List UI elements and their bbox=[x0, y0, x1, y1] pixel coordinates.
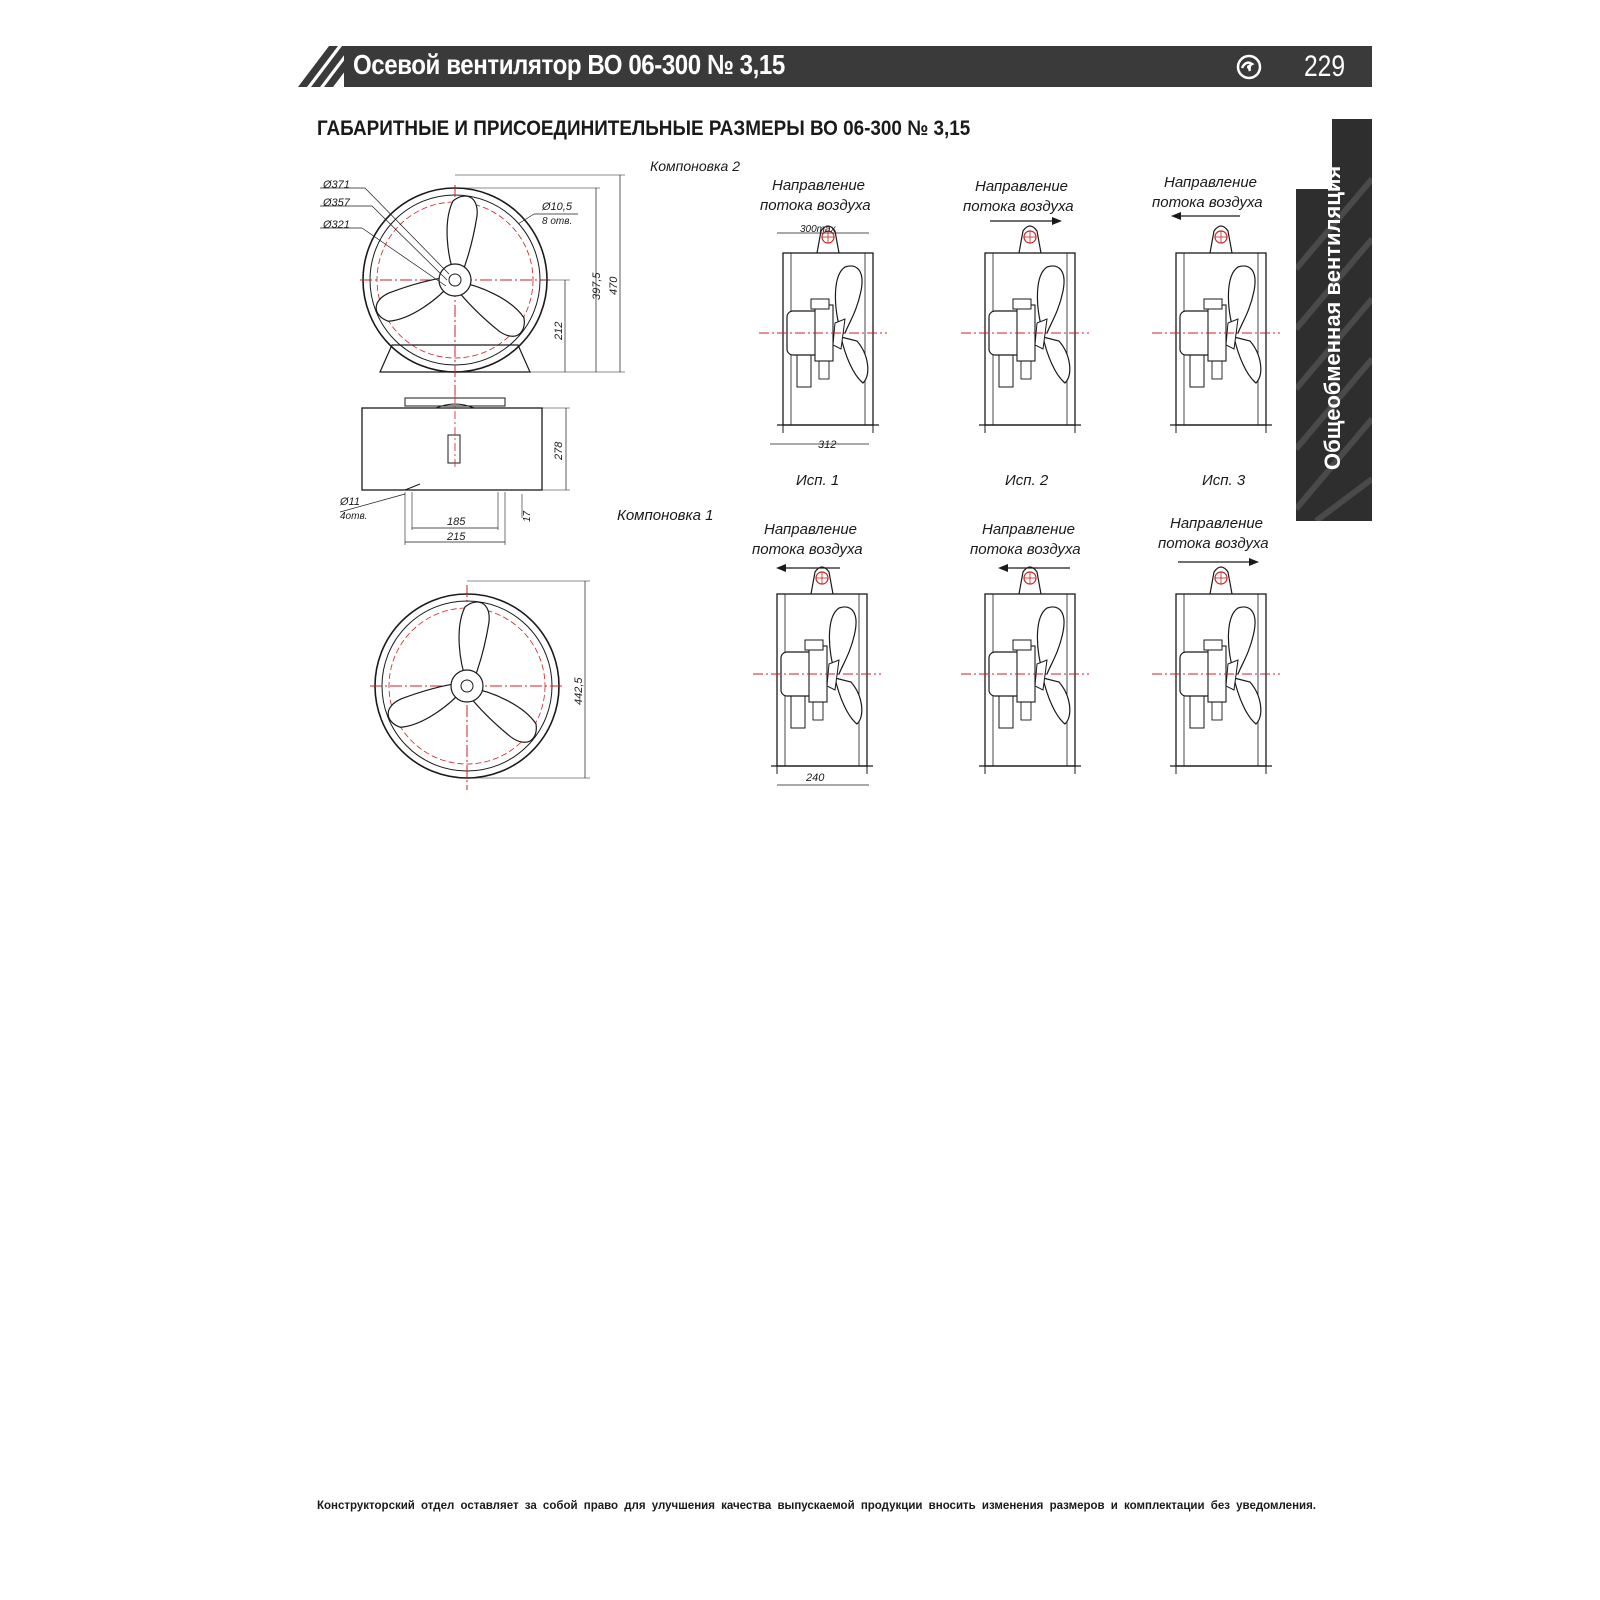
side-view-variant1-row1 bbox=[759, 226, 887, 444]
airflow-label-5a: Направление bbox=[982, 521, 1076, 538]
variant-label-2: Исп. 2 bbox=[1005, 472, 1049, 489]
dim-h17: 17 bbox=[522, 510, 533, 522]
dim-holes4: 4отв. bbox=[340, 511, 368, 522]
side-view-variant3-row1 bbox=[1152, 226, 1280, 433]
dim-d105: Ø10,5 bbox=[542, 201, 572, 213]
airflow-label-1b: потока воздуха bbox=[760, 197, 871, 214]
variant-label-1: Исп. 1 bbox=[796, 472, 840, 489]
page-number: 229 bbox=[1304, 50, 1346, 83]
dim-d371: Ø371 bbox=[323, 179, 350, 191]
airflow-label-4b: потока воздуха bbox=[752, 541, 863, 558]
front-view-layout2 bbox=[320, 175, 625, 395]
dim-d357: Ø357 bbox=[323, 197, 350, 209]
airflow-label-4a: Направление bbox=[764, 521, 858, 538]
dim-w240: 240 bbox=[806, 772, 825, 784]
dim-h4425: 442,5 bbox=[573, 677, 585, 705]
side-view-variant1-row2 bbox=[753, 567, 881, 785]
dim-w215: 215 bbox=[447, 531, 466, 543]
dim-w185: 185 bbox=[447, 516, 466, 528]
layout2-label: Компоновка 2 bbox=[650, 158, 740, 174]
dim-h212: 212 bbox=[553, 321, 565, 340]
layout1-label: Компоновка 1 bbox=[617, 507, 714, 524]
dim-holes8: 8 отв. bbox=[542, 216, 573, 227]
dim-h3975: 397,5 bbox=[591, 272, 603, 300]
airflow-label-2a: Направление bbox=[975, 178, 1069, 195]
dim-w312: 312 bbox=[818, 439, 837, 451]
dim-d321: Ø321 bbox=[323, 219, 350, 231]
airflow-label-5b: потока воздуха bbox=[970, 541, 1081, 558]
front-view-layout1 bbox=[370, 581, 590, 790]
side-tab-label: Общеобменная вентиляция bbox=[1320, 165, 1345, 470]
section-heading: ГАБАРИТНЫЕ И ПРИСОЕДИНИТЕЛЬНЫЕ РАЗМЕРЫ ВО 06-300 № 3,15 bbox=[317, 117, 971, 140]
dim-h470: 470 bbox=[608, 276, 620, 295]
variant-label-3: Исп. 3 bbox=[1202, 472, 1246, 489]
airflow-label-3b: потока воздуха bbox=[1152, 194, 1263, 211]
airflow-label-6b: потока воздуха bbox=[1158, 535, 1269, 552]
dim-w300max: 300max bbox=[800, 224, 836, 235]
airflow-label-3a: Направление bbox=[1164, 174, 1258, 191]
airflow-label-6a: Направление bbox=[1170, 515, 1264, 532]
side-view-variant3-row2 bbox=[1152, 567, 1280, 774]
dim-h278: 278 bbox=[553, 441, 565, 460]
side-view-variant2-row2 bbox=[961, 567, 1089, 774]
page-title: Осевой вентилятор ВО 06-300 № 3,15 bbox=[353, 49, 785, 80]
side-view-variant2-row1 bbox=[961, 226, 1089, 433]
dim-d11: Ø11 bbox=[340, 496, 360, 508]
airflow-label-1a: Направление bbox=[772, 177, 866, 194]
airflow-label-2b: потока воздуха bbox=[963, 198, 1074, 215]
footer-disclaimer: Конструкторский отдел оставляет за собой право для улучшения качества выпускаемой продукции вносить изменения размеров и комплектации без уведомления. bbox=[317, 1500, 1316, 1512]
